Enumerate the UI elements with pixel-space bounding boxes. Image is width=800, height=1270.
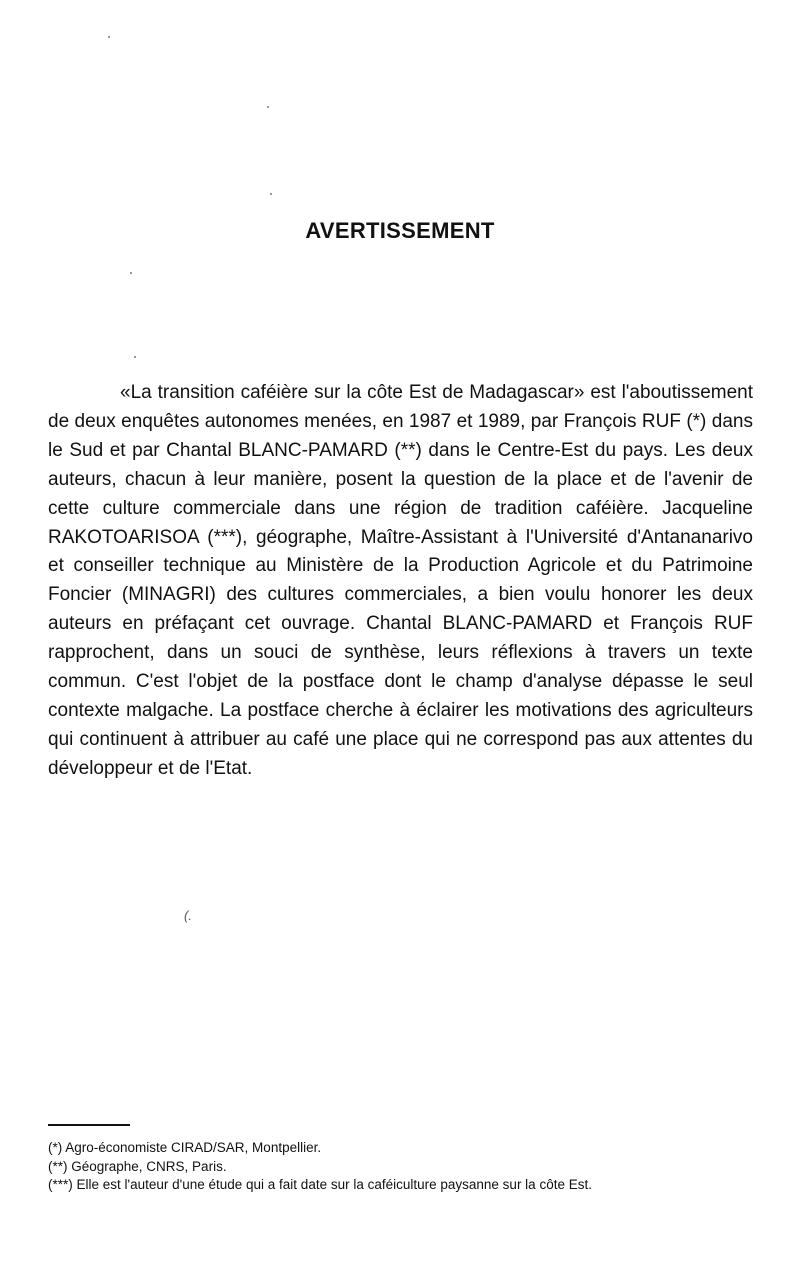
scan-speck: [270, 193, 272, 195]
scan-speck: [267, 106, 269, 108]
scan-speck: [130, 272, 132, 274]
footnote-separator: [48, 1124, 130, 1126]
footnotes-list: [48, 1139, 753, 1195]
scan-speck: [134, 356, 136, 358]
scan-speck: [108, 36, 110, 38]
footnote-1: (*) Agro-économiste CIRAD/SAR, Montpellier.: [48, 1140, 322, 1155]
stray-mark: (.: [184, 908, 192, 923]
body-paragraph: «La transition caféière sur la côte Est de Madagascar» est l'aboutissement de deux enquêtes autonomes menées, en 1987 et 1989, par François RUF (*) dans le Sud et par Chantal BLANC-PAMARD (**) dans le Centre-Est du pays. Les deux auteurs, chacun à leur manière, posent la question de la place et de l'avenir de cette culture commerciale dans une région de tradition caféière. Jacqueline RAKOTOARISOA (***), géographe, Maître-Assistant à l'Université d'Antananarivo et conseiller technique au Ministère de la Production Agricole et du Patrimoine Foncier (MINAGRI) des cultures commerciales, a bien voulu honorer les deux auteurs en préfaçant cet ouvrage. Chantal BLANC-PAMARD et François RUF rapprochent, dans un souci de synthèse, leurs réflexions à travers un texte commun. C'est l'objet de la postface dont le champ d'analyse dépasse le seul contexte malgache. La postface cherche à éclairer les motivations des agriculteurs qui continuent à attribuer au café une place qui ne correspond pas aux attentes du développeur et de l'Etat.: [48, 382, 753, 779]
page-title: AVERTISSEMENT: [305, 218, 495, 243]
footnote-2: (**) Géographe, CNRS, Paris.: [48, 1158, 227, 1174]
footnote-3: (***) Elle est l'auteur d'une étude qui a fait date sur la caféiculture paysanne sur la côte Est.: [48, 1177, 592, 1192]
